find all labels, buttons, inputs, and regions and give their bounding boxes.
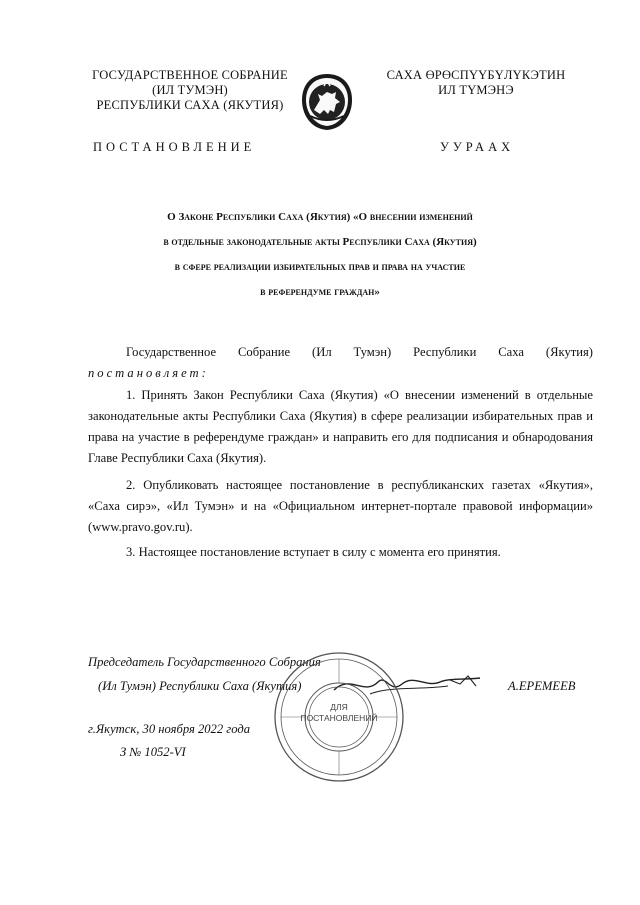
official-stamp: [272, 650, 406, 784]
header-left-line1: ГОСУДАРСТВЕННОЕ СОБРАНИЕ: [92, 68, 288, 82]
intro-paragraph: Государственное Собрание (Ил Тумэн) Республики Саха (Якутия): [126, 345, 593, 359]
item-2: 2. Опубликовать настоящее постановление в республиканских газетах «Якутия», «Саха сирэ», «Ил Тумэн» и на «Официальном интернет-портале правовой информации» (www.pravo.gov.ru).: [88, 478, 593, 534]
header-left-line3: РЕСПУБЛИКИ САХА (ЯКУТИЯ): [96, 98, 284, 112]
header-right-line2: ИЛ ТҮМЭНЭ: [438, 83, 514, 97]
title-line1: О Законе Республики Саха (Якутия) «О внесении изменений: [167, 211, 473, 223]
stamp-inner-line2: ПОСТАНОВЛЕНИЙ: [300, 713, 378, 723]
resolves-label: постановляет:: [88, 366, 209, 380]
doc-type-left: ПОСТАНОВЛЕНИЕ: [93, 140, 256, 154]
doc-type-right: УУРААХ: [440, 140, 515, 154]
place-date: г.Якутск, 30 ноября 2022 года: [88, 722, 251, 736]
signatory-name: А.ЕРЕМЕЕВ: [508, 679, 576, 693]
header-left: [78, 68, 302, 113]
signature-position-line2: (Ил Тумэн) Республики Саха (Якутия): [98, 679, 302, 693]
title-line4: в референдуме граждан»: [260, 286, 380, 298]
header-left-line2: (ИЛ ТУМЭН): [152, 83, 228, 97]
header-right-line1: САХА ӨРӨСПҮҮБҮЛҮКЭТИН: [386, 68, 566, 82]
republic-emblem-icon: [300, 72, 354, 132]
stamp-inner-line1: ДЛЯ: [330, 702, 348, 712]
signature-position-line1: Председатель Государственного Собрания: [88, 655, 321, 669]
header-right: [370, 68, 582, 98]
document-number: З № 1052-VI: [120, 745, 186, 759]
item-3: 3. Настоящее постановление вступает в силу с момента его принятия.: [126, 545, 501, 559]
document-title: [60, 205, 580, 305]
title-line2: в отдельные законодательные акты Республики Саха (Якутия): [163, 236, 477, 248]
item-1: 1. Принять Закон Республики Саха (Якутия) «О внесении изменений в отдельные законодательные акты Республики Саха (Якутия) в сфере реализации избирательных прав и права на участие в референдуме граждан» и направить его для подписания и обнародования Главе Республики Саха (Якутия).: [88, 388, 593, 465]
title-line3: в сфере реализации избирательных прав и права на участие: [174, 261, 466, 273]
